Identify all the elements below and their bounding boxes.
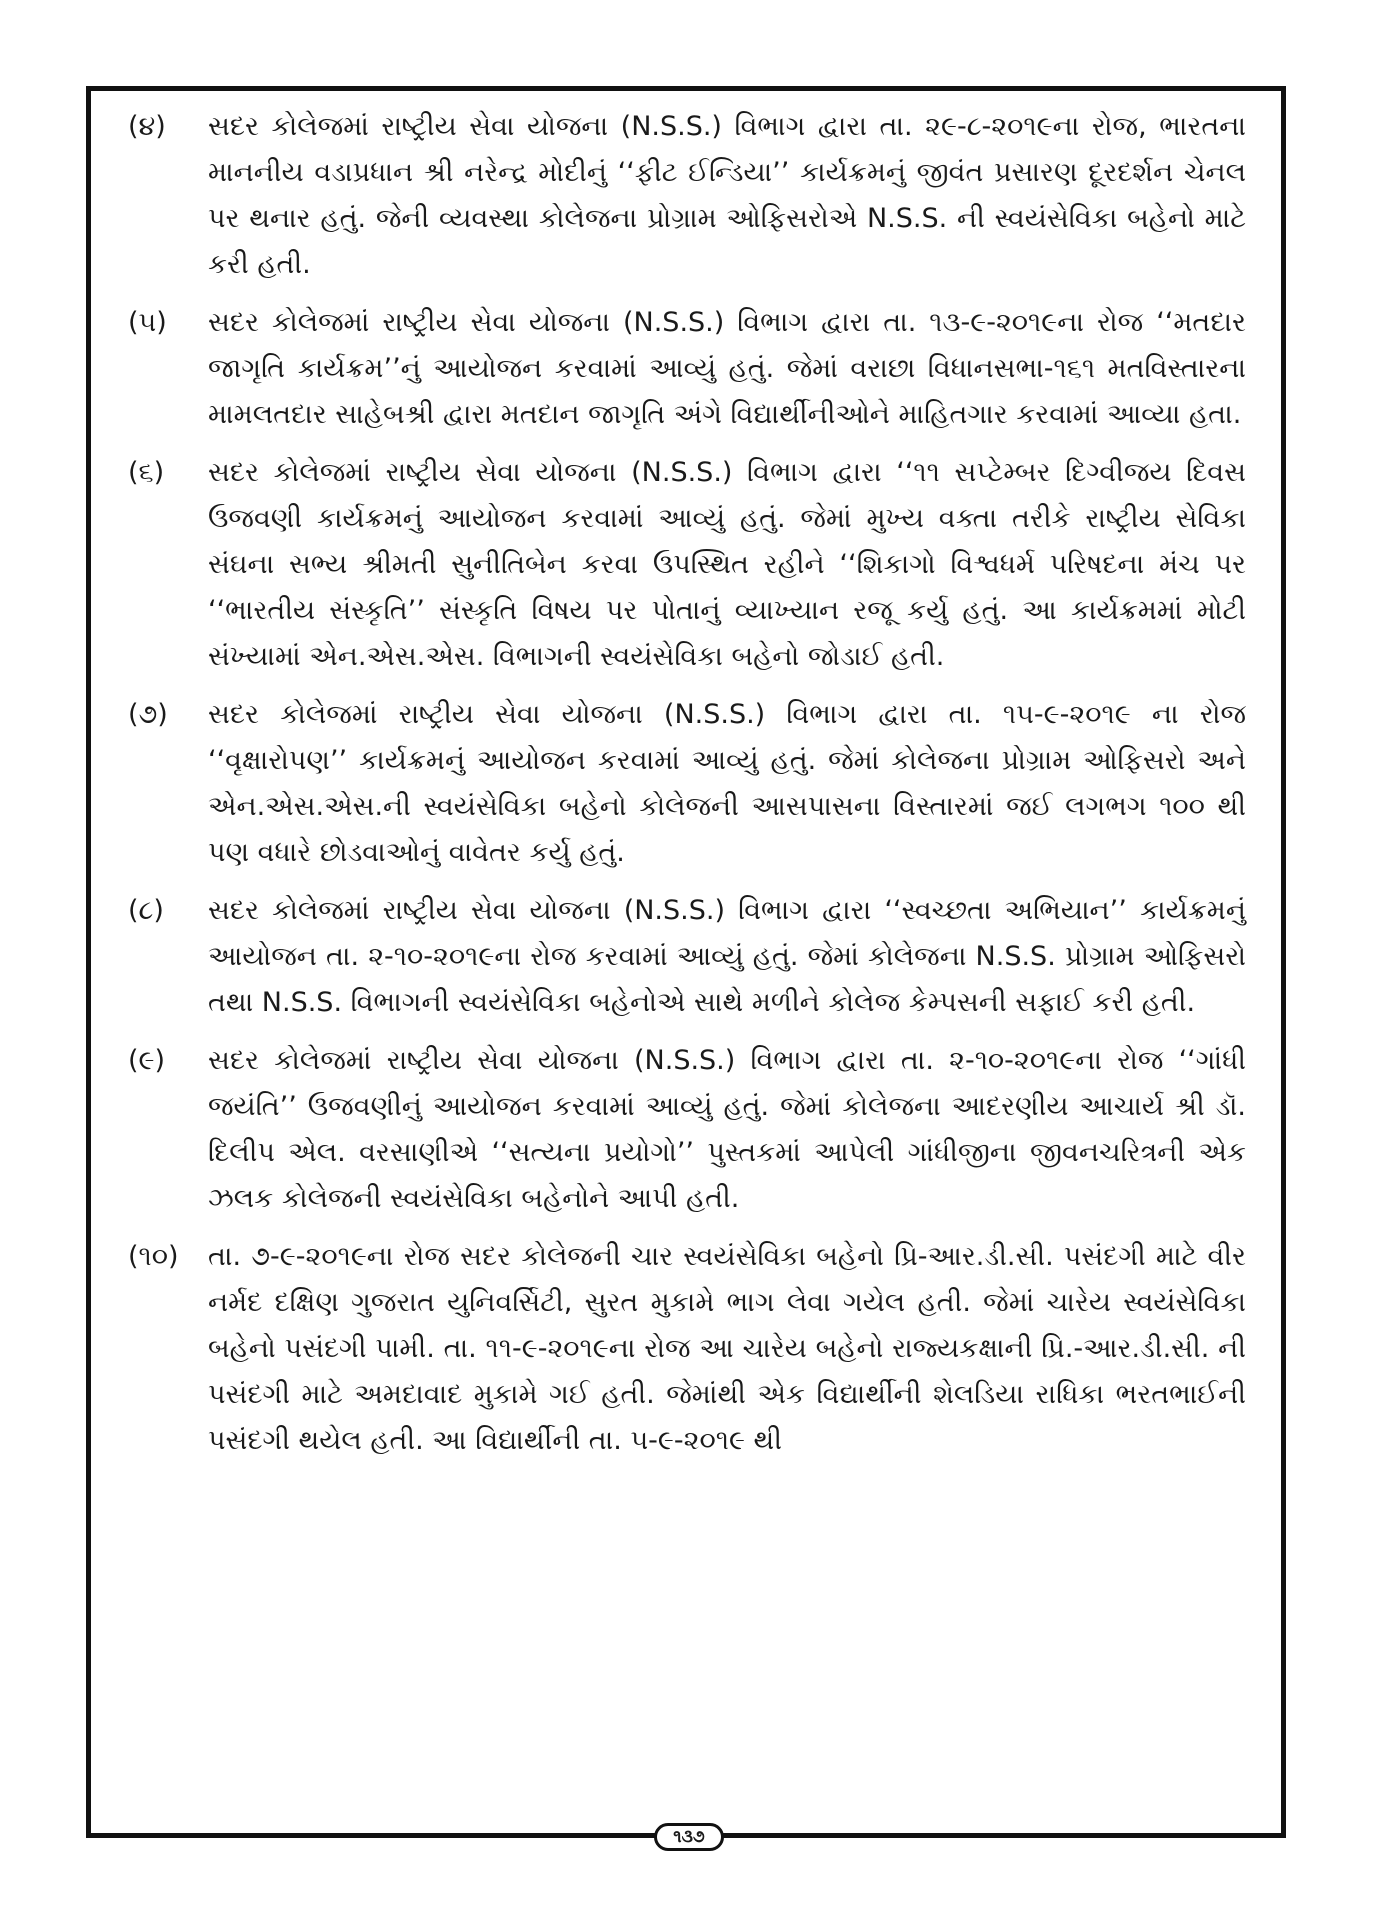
item-text: તા. ૭-૯-૨૦૧૯ના રોજ સદર કોલેજની ચાર સ્વયંસેવિકા બહેનો પ્રિ-આર.ડી.સી. પસંદગી માટે વીર નર્મદ દક્ષિણ ગુજરાત યુનિવર્સિટી, સુરત મુકામે ભાગ લેવા ગયેલ હતી. જેમાં ચારેય સ્વયંસેવિકા બહેનો પસંદગી પામી. તા. ૧૧-૯-૨૦૧૯ના રોજ આ ચારેય બહેનો રાજ્યકક્ષાની પ્રિ.-આર.ડી.સી. ની પસંદગી માટે અમદાવાદ મુકામે ગઈ હતી. જેમાંથી એક વિદ્યાર્થીની શેલડિયા રાધિકા ભરતભાઈની પસંદગી થયેલ હતી. આ વિદ્યાર્થીની તા. ૫-૯-૨૦૧૯ થી [208, 1241, 1246, 1456]
list-item [128, 888, 1246, 1026]
list-item [128, 300, 1246, 438]
item-number: (૪) [128, 111, 166, 142]
item-text: સદર કોલેજમાં રાષ્ટ્રીય સેવા યોજના (N.S.S.) વિભાગ દ્વારા તા. ૧૫-૯-૨૦૧૯ ના રોજ ‘‘વૃક્ષારોપણ’’ કાર્યક્રમનું આયોજન કરવામાં આવ્યું હતું. જેમાં કોલેજના પ્રોગ્રામ ઓફિસરો અને એન.એસ.એસ.ની સ્વયંસેવિકા બહેનો કોલેજની આસપાસના વિસ્તારમાં જઈ લગભગ ૧૦૦ થી પણ વધારે છોડવાઓનું વાવેતર કર્યુ હતું. [208, 699, 1246, 868]
item-number: (૧૦) [128, 1241, 179, 1272]
item-text: સદર કોલેજમાં રાષ્ટ્રીય સેવા યોજના (N.S.S.) વિભાગ દ્વારા ‘‘સ્વચ્છતા અભિયાન’’ કાર્યક્રમનું આયોજન તા. ૨-૧૦-૨૦૧૯ના રોજ કરવામાં આવ્યું હતું. જેમાં કોલેજના N.S.S. પ્રોગ્રામ ઓફિસરો તથા N.S.S. વિભાગની સ્વયંસેવિકા બહેનોએ સાથે મળીને કોલેજ કેમ્પસની સફાઈ કરી હતી. [208, 895, 1246, 1018]
item-text: સદર કોલેજમાં રાષ્ટ્રીય સેવા યોજના (N.S.S.) વિભાગ દ્વારા તા. ૨૯-૮-૨૦૧૯ના રોજ, ભારતના માનનીય વડાપ્રધાન શ્રી નરેન્દ્ર મોદીનું ‘‘ફીટ ઈન્ડિયા’’ કાર્યક્રમનું જીવંત પ્રસારણ દૂરદર્શન ચેનલ પર થનાર હતું. જેની વ્યવસ્થા કોલેજના પ્રોગ્રામ ઓફિસરોએ N.S.S. ની સ્વયંસેવિકા બહેનો માટે કરી હતી. [208, 111, 1246, 280]
item-text: સદર કોલેજમાં રાષ્ટ્રીય સેવા યોજના (N.S.S.) વિભાગ દ્વારા તા. ૧૩-૯-૨૦૧૯ના રોજ ‘‘મતદાર જાગૃતિ કાર્યક્રમ’’નું આયોજન કરવામાં આવ્યું હતું. જેમાં વરાછા વિધાનસભા-૧૬૧ મતવિસ્તારના મામલતદાર સાહેબશ્રી દ્વારા મતદાન જાગૃતિ અંગે વિદ્યાર્થીનીઓને માહિતગાર કરવામાં આવ્યા હતા. [208, 307, 1246, 430]
item-number: (૮) [128, 895, 164, 926]
item-number: (૯) [128, 1045, 166, 1076]
item-text: સદર કોલેજમાં રાષ્ટ્રીય સેવા યોજના (N.S.S.) વિભાગ દ્વારા તા. ૨-૧૦-૨૦૧૯ના રોજ ‘‘ગાંધી જયંતિ’’ ઉજવણીનું આયોજન કરવામાં આવ્યું હતું. જેમાં કોલેજના આદરણીય આચાર્ય શ્રી ડૉ. દિલીપ એલ. વરસાણીએ ‘‘સત્યના પ્રયોગો’’ પુસ્તકમાં આપેલી ગાંધીજીના જીવનચરિત્રની એક ઝલક કોલેજની સ્વયંસેવિકા બહેનોને આપી હતી. [208, 1045, 1246, 1214]
page-number: ૧૩૭ [654, 1823, 724, 1851]
list-item [128, 1234, 1246, 1464]
item-number: (૭) [128, 699, 168, 730]
list-item [128, 450, 1246, 680]
list-item [128, 104, 1246, 288]
item-text: સદર કોલેજમાં રાષ્ટ્રીય સેવા યોજના (N.S.S.) વિભાગ દ્વારા ‘‘૧૧ સપ્ટેમ્બર દિગ્વીજય દિવસ ઉજવણી કાર્યક્રમનું આયોજન કરવામાં આવ્યું હતું. જેમાં મુખ્ય વક્તા તરીકે રાષ્ટ્રીય સેવિકા સંઘના સભ્ય શ્રીમતી સુનીતિબેન કરવા ઉપસ્થિત રહીને ‘‘શિકાગો વિશ્વધર્મ પરિષદના મંચ પર ‘‘ભારતીય સંસ્કૃતિ’’ સંસ્કૃતિ વિષય પર પોતાનું વ્યાખ્યાન રજૂ કર્યુ હતું. આ કાર્યક્રમમાં મોટી સંખ્યામાં એન.એસ.એસ. વિભાગની સ્વયંસેવિકા બહેનો જોડાઈ હતી. [208, 457, 1246, 672]
document-body [128, 104, 1246, 1476]
list-item [128, 692, 1246, 876]
item-number: (૬) [128, 457, 165, 488]
item-number: (૫) [128, 307, 167, 338]
list-item [128, 1038, 1246, 1222]
